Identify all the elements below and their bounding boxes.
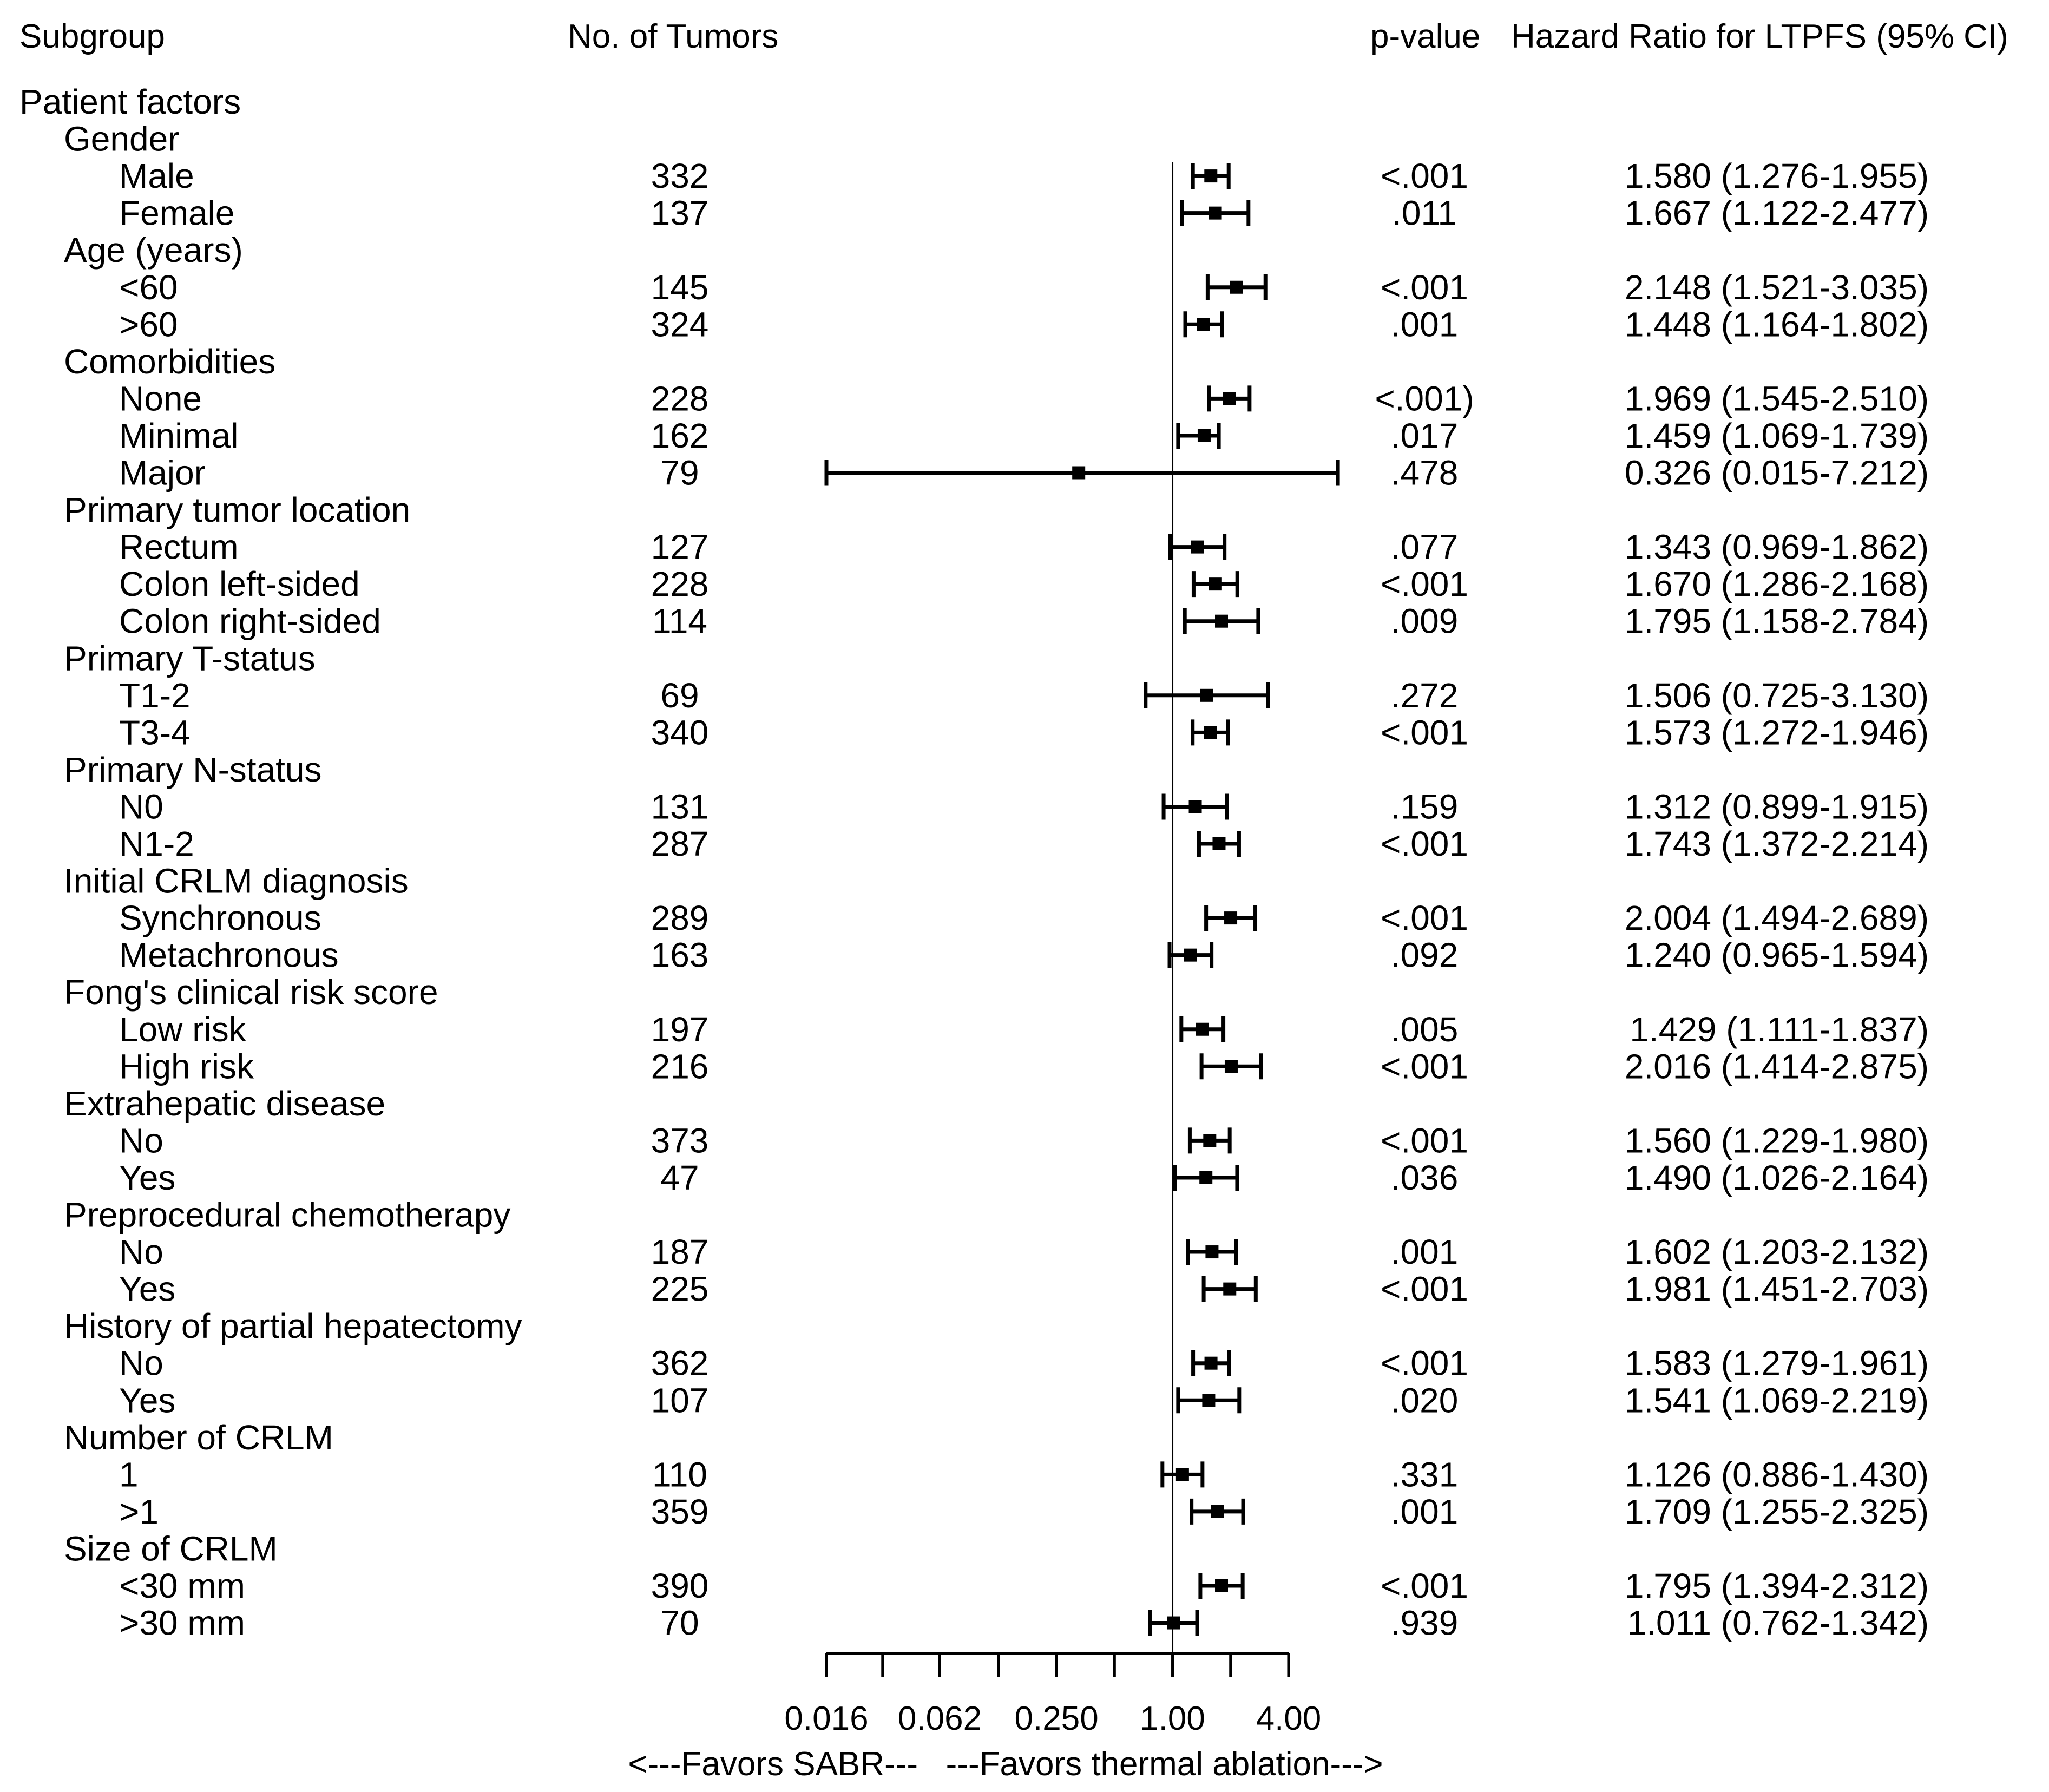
tumor-count: 47 — [660, 1158, 699, 1197]
hr-point — [1197, 318, 1210, 331]
table-row — [119, 1381, 1929, 1420]
group-label: Number of CRLM — [64, 1417, 333, 1457]
p-value: .009 — [1390, 601, 1459, 641]
hazard-ratio-ci: 1.490 (1.026-2.164) — [1624, 1158, 1929, 1197]
header-subgroup: Subgroup — [19, 18, 165, 55]
ci-mark — [1185, 311, 1222, 337]
tumor-count: 114 — [652, 601, 708, 641]
hr-point — [1199, 1171, 1212, 1184]
p-value: <.001) — [1375, 379, 1474, 418]
tumor-count: 225 — [651, 1269, 709, 1309]
table-row — [119, 1158, 1929, 1197]
header-hazard-ratio: Hazard Ratio for LTPFS (95% CI) — [1511, 18, 2008, 55]
hazard-ratio-ci: 1.709 (1.255-2.325) — [1624, 1492, 1929, 1531]
subgroup-label: N1-2 — [119, 824, 194, 863]
hazard-ratio-ci: 2.148 (1.521-3.035) — [1624, 267, 1929, 307]
x-tick-label: 4.00 — [1256, 1700, 1322, 1737]
hazard-ratio-ci: 1.560 (1.229-1.980) — [1624, 1121, 1929, 1160]
table-row — [64, 120, 179, 159]
hr-point — [1211, 1505, 1224, 1518]
hazard-ratio-ci: 1.448 (1.164-1.802) — [1624, 305, 1929, 344]
axis-footer-label: <---Favors SABR--- ---Favors thermal ablation---> — [628, 1745, 1383, 1783]
hazard-ratio-ci: 1.667 (1.122-2.477) — [1624, 193, 1929, 233]
subgroup-label: No — [119, 1121, 163, 1160]
table-row — [119, 1232, 1929, 1271]
table-row — [119, 156, 1929, 195]
table-row — [64, 490, 410, 529]
subgroup-label: >1 — [119, 1492, 159, 1531]
header-number-of-tumors: No. of Tumors — [568, 18, 779, 55]
hr-point — [1202, 1394, 1215, 1407]
hr-point — [1203, 1134, 1216, 1147]
ci-mark — [1175, 1165, 1237, 1191]
hazard-ratio-ci: 1.506 (0.725-3.130) — [1624, 675, 1929, 715]
p-value: <.001 — [1381, 713, 1468, 752]
tumor-count: 359 — [651, 1492, 709, 1531]
hr-point — [1225, 1060, 1238, 1073]
hr-point — [1204, 726, 1217, 739]
tumor-count: 228 — [651, 564, 709, 604]
p-value: .478 — [1390, 453, 1459, 493]
table-row — [119, 936, 1929, 975]
p-value: <.001 — [1381, 1047, 1468, 1086]
hr-point — [1230, 281, 1243, 294]
table-row — [119, 824, 1929, 863]
hazard-ratio-ci: 1.240 (0.965-1.594) — [1624, 935, 1929, 975]
hr-point — [1209, 207, 1222, 220]
table-row — [119, 787, 1929, 826]
x-tick-label: 1.00 — [1140, 1700, 1205, 1737]
ci-mark — [1199, 831, 1239, 857]
hr-point — [1223, 1283, 1236, 1296]
x-tick-label: 0.062 — [897, 1700, 982, 1737]
table-row — [119, 713, 1929, 752]
hr-point — [1189, 800, 1202, 813]
group-label: Extrahepatic disease — [64, 1084, 386, 1123]
table-row — [119, 305, 1929, 344]
table-row — [119, 528, 1929, 567]
table-row — [119, 564, 1929, 603]
table-row — [119, 1566, 1929, 1605]
subgroup-label: 1 — [119, 1455, 139, 1494]
ci-mark — [1170, 942, 1212, 968]
table-row — [64, 750, 322, 789]
tumor-count: 79 — [660, 453, 699, 493]
hr-point — [1215, 615, 1228, 628]
ci-mark — [1206, 905, 1256, 931]
hazard-ratio-ci: 1.429 (1.111-1.837) — [1630, 1009, 1929, 1049]
p-value: .001 — [1390, 1232, 1459, 1272]
tumor-count: 110 — [652, 1455, 708, 1494]
hr-point — [1212, 837, 1225, 850]
p-value: <.001 — [1381, 1343, 1468, 1383]
ci-mark — [1200, 1573, 1243, 1599]
p-value: .159 — [1390, 787, 1459, 826]
p-value: .092 — [1390, 935, 1459, 975]
p-value: .077 — [1390, 527, 1459, 567]
group-label: Comorbidities — [64, 342, 276, 381]
tumor-count: 373 — [651, 1121, 709, 1160]
hr-point — [1176, 1468, 1189, 1481]
ci-mark — [1193, 1350, 1229, 1376]
ci-mark — [1204, 1276, 1256, 1302]
p-value: .331 — [1390, 1455, 1459, 1494]
hazard-ratio-ci: 1.312 (0.899-1.915) — [1624, 787, 1929, 826]
hr-point — [1184, 949, 1197, 962]
group-label: History of partial hepatectomy — [64, 1307, 522, 1346]
p-value: .036 — [1390, 1158, 1459, 1197]
subgroup-label: Yes — [119, 1269, 176, 1309]
ci-mark — [1163, 1461, 1203, 1487]
table-row — [119, 676, 1929, 715]
p-value: <.001 — [1381, 156, 1468, 196]
tumor-count: 137 — [651, 193, 709, 233]
ci-mark — [1201, 1053, 1261, 1079]
p-value: <.001 — [1381, 1121, 1468, 1160]
subgroup-label: T1-2 — [119, 675, 191, 715]
hazard-ratio-ci: 1.981 (1.451-2.703) — [1624, 1269, 1929, 1309]
x-tick-label: 0.250 — [1014, 1700, 1099, 1737]
tumor-count: 197 — [651, 1009, 709, 1049]
tumor-count: 216 — [651, 1047, 709, 1086]
p-value: .020 — [1390, 1381, 1459, 1420]
x-tick-label: 0.016 — [784, 1700, 869, 1737]
header-p-value: p-value — [1370, 18, 1481, 55]
table-row — [119, 268, 1929, 307]
hazard-ratio-ci: 0.326 (0.015-7.212) — [1624, 453, 1929, 493]
table-row — [119, 1121, 1929, 1160]
section-label: Patient factors — [19, 82, 241, 121]
table-row — [64, 862, 409, 901]
p-value: .001 — [1390, 1492, 1459, 1531]
ci-mark — [1181, 1016, 1224, 1042]
subgroup-label: Colon right-sided — [119, 601, 381, 641]
table-row — [64, 1196, 510, 1235]
subgroup-label: <60 — [119, 267, 178, 307]
ci-mark — [1178, 423, 1219, 449]
p-value: .011 — [1392, 193, 1457, 233]
subgroup-label: No — [119, 1343, 163, 1383]
table-row — [119, 379, 1929, 418]
table-row — [64, 342, 275, 381]
tumor-count: 390 — [651, 1566, 709, 1605]
column-headers — [19, 18, 2008, 55]
ci-mark — [1146, 682, 1268, 708]
table-row — [119, 416, 1929, 455]
hazard-ratio-ci: 1.583 (1.279-1.961) — [1624, 1343, 1929, 1383]
table-row — [119, 898, 1929, 937]
p-value: .001 — [1390, 305, 1459, 344]
table-row — [119, 1604, 1929, 1643]
subgroup-label: Colon left-sided — [119, 564, 360, 604]
ci-mark — [1182, 200, 1248, 226]
tumor-count: 324 — [651, 305, 709, 344]
ci-mark — [1150, 1610, 1197, 1636]
table-rows — [19, 82, 1929, 1643]
subgroup-label: N0 — [119, 787, 163, 826]
hazard-ratio-ci: 2.004 (1.494-2.689) — [1624, 898, 1929, 938]
group-label: Primary tumor location — [64, 490, 411, 530]
group-label: Preprocedural chemotherapy — [64, 1195, 511, 1235]
hr-point — [1209, 577, 1222, 590]
hr-point — [1198, 429, 1211, 442]
hazard-ratio-ci: 1.602 (1.203-2.132) — [1624, 1232, 1929, 1272]
table-row — [119, 1344, 1929, 1383]
ci-mark — [1209, 385, 1250, 411]
hazard-ratio-ci: 1.343 (0.969-1.862) — [1624, 527, 1929, 567]
hazard-ratio-ci: 1.011 (0.762-1.342) — [1627, 1603, 1929, 1643]
subgroup-label: Minimal — [119, 416, 239, 455]
ci-mark — [1207, 274, 1265, 300]
hazard-ratio-ci: 1.541 (1.069-2.219) — [1624, 1381, 1929, 1420]
hr-point — [1205, 1245, 1218, 1258]
p-value: <.001 — [1381, 564, 1468, 604]
hr-point — [1223, 392, 1236, 405]
table-row — [64, 639, 316, 678]
hazard-ratio-ci: 1.743 (1.372-2.214) — [1624, 824, 1929, 863]
ci-mark — [1190, 1127, 1230, 1153]
ci-mark — [1193, 719, 1229, 745]
subgroup-label: None — [119, 379, 202, 418]
tumor-count: 340 — [651, 713, 709, 752]
ci-mark — [1170, 534, 1225, 560]
hr-point — [1200, 689, 1213, 702]
hr-point — [1196, 1023, 1209, 1036]
subgroup-label: Female — [119, 193, 235, 233]
hazard-ratio-ci: 1.969 (1.545-2.510) — [1624, 379, 1929, 418]
hr-point — [1205, 1357, 1218, 1370]
group-label: Size of CRLM — [64, 1529, 278, 1568]
forest-marks — [826, 163, 1338, 1636]
table-row — [64, 1529, 278, 1568]
p-value: .272 — [1390, 675, 1459, 715]
p-value: <.001 — [1381, 824, 1468, 863]
p-value: <.001 — [1381, 1269, 1468, 1309]
tumor-count: 287 — [651, 824, 709, 863]
tumor-count: 70 — [660, 1603, 699, 1643]
table-row — [119, 1047, 1929, 1086]
tumor-count: 332 — [651, 156, 709, 196]
group-label: Primary N-status — [64, 750, 322, 789]
table-row — [64, 231, 243, 270]
subgroup-label: Yes — [119, 1158, 176, 1197]
hazard-ratio-ci: 1.459 (1.069-1.739) — [1624, 416, 1929, 455]
table-row — [119, 1492, 1929, 1531]
ci-mark — [1193, 163, 1229, 189]
ci-mark — [826, 460, 1338, 486]
table-row — [119, 1270, 1929, 1309]
ci-mark — [1192, 1499, 1243, 1525]
hazard-ratio-ci: 1.126 (0.886-1.430) — [1624, 1455, 1929, 1494]
tumor-count: 131 — [651, 787, 709, 826]
tumor-count: 187 — [651, 1232, 709, 1272]
subgroup-label: High risk — [119, 1047, 254, 1086]
subgroup-label: No — [119, 1232, 163, 1272]
p-value: .939 — [1390, 1603, 1459, 1643]
hr-point — [1167, 1617, 1180, 1630]
table-row — [64, 1084, 385, 1123]
subgroup-label: >60 — [119, 305, 178, 344]
subgroup-label: <30 mm — [119, 1566, 245, 1605]
subgroup-label: Rectum — [119, 527, 239, 567]
group-label: Initial CRLM diagnosis — [64, 861, 409, 901]
tumor-count: 69 — [660, 675, 699, 715]
ci-mark — [1188, 1239, 1236, 1265]
hr-point — [1215, 1579, 1228, 1592]
table-row — [119, 1010, 1929, 1049]
hazard-ratio-ci: 1.670 (1.286-2.168) — [1624, 564, 1929, 604]
hazard-ratio-ci: 2.016 (1.414-2.875) — [1624, 1047, 1929, 1086]
hazard-ratio-ci: 1.795 (1.394-2.312) — [1624, 1566, 1929, 1605]
table-row — [119, 602, 1929, 641]
tumor-count: 163 — [651, 935, 709, 975]
subgroup-label: >30 mm — [119, 1603, 245, 1643]
hazard-ratio-ci: 1.795 (1.158-2.784) — [1624, 601, 1929, 641]
hr-point — [1224, 911, 1237, 924]
table-row — [119, 1455, 1929, 1494]
tumor-count: 145 — [651, 267, 709, 307]
hr-point — [1072, 467, 1085, 480]
p-value: .017 — [1390, 416, 1459, 455]
table-row — [64, 1418, 333, 1457]
subgroup-label: Male — [119, 156, 194, 196]
subgroup-label: Major — [119, 453, 206, 493]
hr-point — [1191, 541, 1204, 554]
hazard-ratio-ci: 1.573 (1.272-1.946) — [1624, 713, 1929, 752]
tumor-count: 107 — [651, 1381, 709, 1420]
tumor-count: 289 — [651, 898, 709, 938]
group-label: Primary T-status — [64, 639, 316, 678]
p-value: .005 — [1390, 1009, 1459, 1049]
tumor-count: 127 — [651, 527, 709, 567]
ci-mark — [1178, 1387, 1239, 1413]
subgroup-label: Metachronous — [119, 935, 339, 975]
ci-mark — [1185, 608, 1258, 634]
table-row — [19, 82, 241, 121]
tumor-count: 362 — [651, 1343, 709, 1383]
hazard-ratio-ci: 1.580 (1.276-1.955) — [1624, 156, 1929, 196]
group-label: Fong's clinical risk score — [64, 973, 438, 1012]
p-value: <.001 — [1381, 1566, 1468, 1605]
p-value: <.001 — [1381, 267, 1468, 307]
table-row — [119, 194, 1929, 233]
table-row — [64, 973, 438, 1012]
p-value: <.001 — [1381, 898, 1468, 938]
subgroup-label: T3-4 — [119, 713, 191, 752]
subgroup-label: Low risk — [119, 1009, 246, 1049]
ci-mark — [1193, 571, 1237, 597]
group-label: Gender — [64, 119, 180, 159]
table-row — [64, 1307, 522, 1345]
tumor-count: 228 — [651, 379, 709, 418]
subgroup-label: Synchronous — [119, 898, 321, 938]
hr-point — [1204, 169, 1217, 182]
group-label: Age (years) — [64, 231, 243, 270]
subgroup-label: Yes — [119, 1381, 176, 1420]
tumor-count: 162 — [651, 416, 709, 455]
